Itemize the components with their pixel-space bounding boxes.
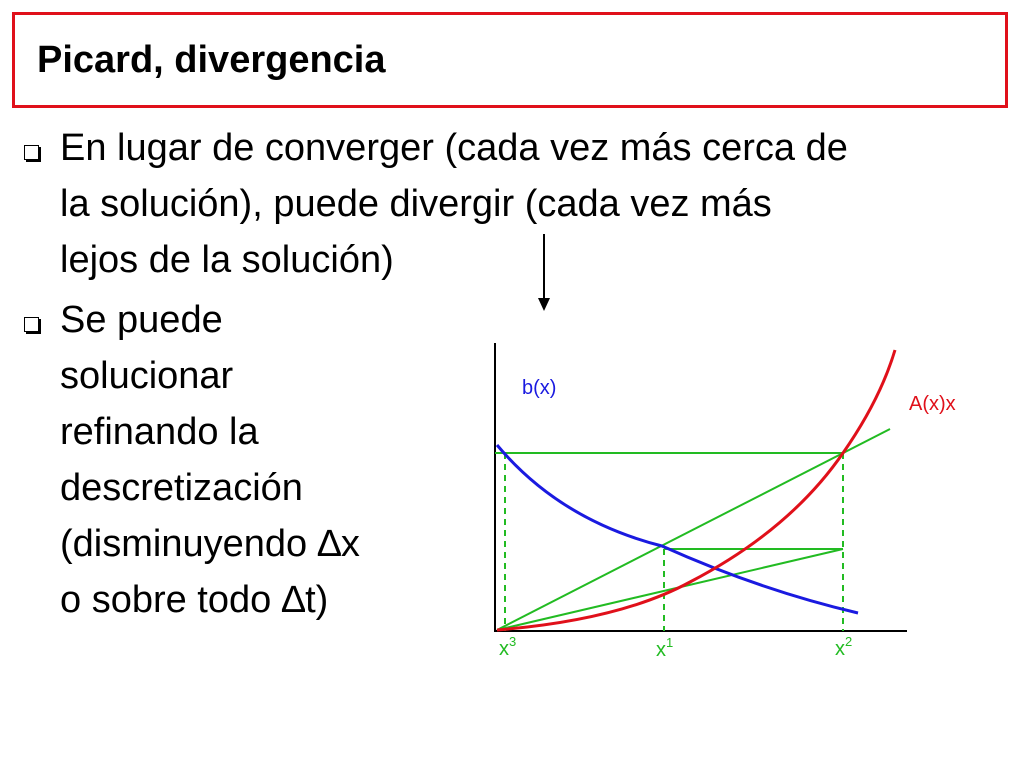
- bullet-2-line-5: (disminuyendo ∆x: [60, 523, 360, 565]
- slide-title: Picard, divergencia: [37, 39, 386, 81]
- line-from-origin-shallow: [497, 549, 843, 630]
- bullet-2-line-4: descretización: [60, 467, 303, 509]
- bullet-1-line-1: En lugar de converger (cada vez más cerca de: [60, 127, 848, 169]
- bullet-1-line-2: la solución), puede divergir (cada vez más: [60, 183, 772, 225]
- pointer-arrow: [538, 234, 550, 311]
- x1-label: $x^1$: [656, 635, 674, 661]
- a-curve-label: A(x)x: [909, 393, 956, 415]
- a-curve: [497, 350, 895, 630]
- x2-label: $x^2$: [835, 634, 853, 660]
- bullet-2-line-2: solucionar: [60, 355, 234, 397]
- iteration-lines: [495, 429, 890, 630]
- bullet-2-line-3: refinando la: [60, 411, 259, 453]
- line-from-origin-steep: [497, 429, 890, 630]
- b-curve-label: b(x): [522, 377, 557, 399]
- x3-label: $x^3$: [499, 634, 517, 660]
- bullet-1-line-3: lejos de la solución): [60, 239, 394, 281]
- bullet-2-line-6: o sobre todo ∆t): [60, 579, 329, 621]
- bullet-2-line-1: Se puede: [60, 299, 223, 341]
